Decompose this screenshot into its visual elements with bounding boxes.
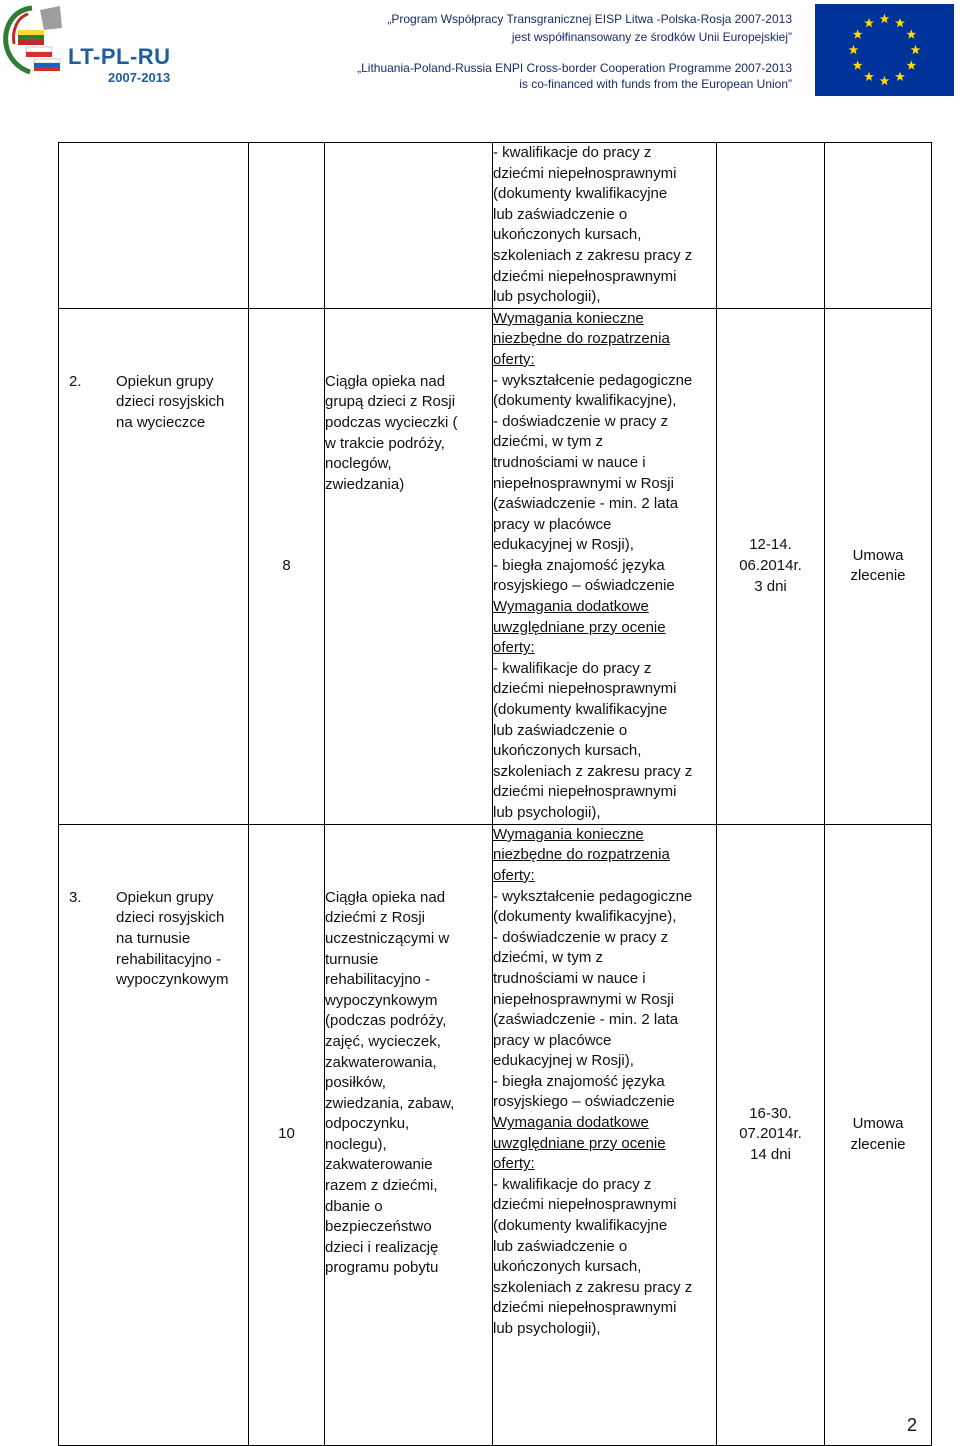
requirement-line: uwzględniane przy ocenie bbox=[493, 618, 666, 636]
requirement-line: - biegła znajomość języka bbox=[493, 1072, 665, 1090]
requirement-line: (dokumenty kwalifikacyjne bbox=[493, 701, 668, 719]
requirement-line: dziećmi niepełnosprawnymi bbox=[493, 267, 677, 285]
requirement-line: dziećmi, w tym z bbox=[493, 433, 604, 451]
date-line: 07.2014r. bbox=[739, 1125, 802, 1143]
requirements-cell bbox=[493, 308, 717, 824]
date-line: 06.2014r. bbox=[739, 556, 802, 574]
position-dates bbox=[717, 1104, 824, 1166]
eu-star-icon bbox=[880, 14, 890, 23]
description-line: Ciągła opieka nad bbox=[325, 888, 446, 906]
description-line: razem z dziećmi, bbox=[325, 1177, 438, 1195]
requirement-line: ukończonych kursach, bbox=[493, 742, 642, 760]
description-line: turnusie bbox=[325, 950, 379, 968]
requirement-line: trudnościami w nauce i bbox=[493, 453, 646, 471]
requirement-line: oferty: bbox=[493, 1155, 535, 1173]
date-line: 12-14. bbox=[749, 536, 792, 554]
description-line: dzieci i realizację bbox=[325, 1238, 439, 1256]
position-count: 8 bbox=[282, 556, 291, 574]
description-line: podczas wycieczki ( bbox=[325, 413, 458, 431]
position-cell bbox=[59, 308, 249, 824]
description-line: zakwaterowania, bbox=[325, 1053, 437, 1071]
requirement-line: - biegła znajomość języka bbox=[493, 556, 665, 574]
requirement-line: uwzględniane przy ocenie bbox=[493, 1134, 666, 1152]
position-name-line: dzieci rosyjskich bbox=[116, 393, 225, 411]
position-number: 3. bbox=[69, 888, 82, 906]
description-line: bezpieczeństwo bbox=[325, 1218, 432, 1236]
requirement-line: oferty: bbox=[493, 866, 535, 884]
requirement-line: ukończonych kursach, bbox=[493, 226, 642, 244]
description-line: dbanie o bbox=[325, 1197, 383, 1215]
empty-cell bbox=[59, 143, 249, 309]
requirement-line: niezbędne do rozpatrzenia bbox=[493, 330, 670, 348]
requirement-line: niepełnosprawnymi w Rosji bbox=[493, 990, 674, 1008]
description-line: Ciągła opieka nad bbox=[325, 372, 446, 390]
position-number: 2. bbox=[69, 372, 82, 390]
requirement-line: lub psychologii), bbox=[493, 804, 601, 821]
description-line: zwiedzania) bbox=[325, 475, 405, 493]
header-programme-line-2: jest współfinansowany ze środków Unii Europejskiej” bbox=[511, 30, 792, 44]
position-name-line: rehabilitacyjno - bbox=[116, 950, 222, 968]
contract-line: Umowa bbox=[852, 1115, 904, 1133]
requirement-line: dziećmi, w tym z bbox=[493, 949, 604, 967]
empty-cell bbox=[825, 143, 932, 309]
date-line: 14 dni bbox=[750, 1146, 791, 1164]
contract-line: Umowa bbox=[852, 546, 904, 564]
empty-cell bbox=[249, 143, 325, 309]
requirement-line: dziećmi niepełnosprawnymi bbox=[493, 1299, 677, 1317]
eu-star-icon bbox=[911, 45, 921, 54]
requirement-line: pracy w placówce bbox=[493, 1031, 612, 1049]
page-header bbox=[0, 0, 960, 100]
count-cell bbox=[249, 308, 325, 824]
position-name-line: na wycieczce bbox=[116, 413, 206, 431]
job-offers-table bbox=[58, 142, 932, 1446]
requirement-line: pracy w placówce bbox=[493, 515, 612, 533]
eu-flag bbox=[815, 4, 954, 96]
requirement-line: Wymagania dodatkowe bbox=[493, 598, 649, 616]
position-name-line: wypoczynkowym bbox=[116, 971, 229, 989]
requirement-line: oferty: bbox=[493, 639, 535, 657]
requirements-list bbox=[493, 143, 716, 308]
requirement-line: rosyjskiego – oświadczenie bbox=[493, 1093, 675, 1111]
description-line: zwiedzania, zabaw, bbox=[325, 1094, 455, 1112]
description-line: grupą dzieci z Rosji bbox=[325, 393, 456, 411]
description-line: programu pobytu bbox=[325, 1259, 439, 1277]
requirement-line: dziećmi niepełnosprawnymi bbox=[493, 783, 677, 801]
eu-star-icon bbox=[864, 72, 874, 81]
requirement-line: ukończonych kursach, bbox=[493, 1258, 642, 1276]
requirement-line: dziećmi niepełnosprawnymi bbox=[493, 164, 677, 182]
contract-cell bbox=[825, 824, 932, 1445]
requirement-line: dziećmi niepełnosprawnymi bbox=[493, 680, 677, 698]
requirement-line: - kwalifikacje do pracy z bbox=[493, 1175, 652, 1193]
contract-type bbox=[825, 546, 931, 587]
requirements-cell bbox=[493, 824, 717, 1445]
description-line: noclegów, bbox=[325, 455, 392, 473]
requirement-line: lub zaświadczenie o bbox=[493, 1237, 628, 1255]
requirement-line: trudnościami w nauce i bbox=[493, 969, 646, 987]
requirement-line: (dokumenty kwalifikacyjne bbox=[493, 1217, 668, 1235]
eu-star-icon bbox=[895, 18, 905, 27]
requirement-line: edukacyjnej w Rosji), bbox=[493, 1052, 634, 1070]
requirement-line: - doświadczenie w pracy z bbox=[493, 412, 669, 430]
eu-star-icon bbox=[853, 60, 863, 69]
description-line: zajęć, wycieczek, bbox=[325, 1032, 441, 1050]
requirements-cell bbox=[493, 143, 717, 309]
date-cell bbox=[717, 824, 825, 1445]
requirement-line: - kwalifikacje do pracy z bbox=[493, 659, 652, 677]
position-name-line: na turnusie bbox=[116, 929, 191, 947]
header-programme-line-3: „Lithuania-Poland-Russia ENPI Cross-border Cooperation Programme 2007-2013 bbox=[357, 61, 792, 75]
description-line: rehabilitacyjno - bbox=[325, 971, 431, 989]
contract-cell bbox=[825, 308, 932, 824]
date-cell bbox=[717, 308, 825, 824]
requirement-line: edukacyjnej w Rosji), bbox=[493, 536, 634, 554]
requirement-line: szkoleniach z zakresu pracy z bbox=[493, 246, 693, 264]
requirements-list bbox=[493, 825, 716, 1340]
position-name-line: Opiekun grupy bbox=[116, 372, 214, 390]
requirement-line: - wykształcenie pedagogiczne bbox=[493, 371, 693, 389]
date-line: 16-30. bbox=[749, 1104, 792, 1122]
description-line: uczestniczącymi w bbox=[325, 929, 450, 947]
description-line: w trakcie podróży, bbox=[325, 434, 445, 452]
table-row bbox=[59, 824, 932, 1445]
position-name-line: Opiekun grupy bbox=[116, 888, 214, 906]
requirement-line: - kwalifikacje do pracy z bbox=[493, 144, 652, 161]
empty-cell bbox=[325, 143, 493, 309]
description-cell bbox=[325, 824, 493, 1445]
requirement-line: Wymagania konieczne bbox=[493, 825, 644, 843]
requirement-line: oferty: bbox=[493, 350, 535, 368]
header-programme-line-1: „Program Współpracy Transgranicznej EISP Litwa -Polska-Rosja 2007-2013 bbox=[387, 12, 792, 26]
requirement-line: szkoleniach z zakresu pracy z bbox=[493, 762, 693, 780]
description-line: noclegu), bbox=[325, 1135, 387, 1153]
lt-pl-ru-logo bbox=[0, 0, 180, 92]
requirement-line: lub psychologii), bbox=[493, 288, 601, 306]
eu-star-icon bbox=[864, 18, 874, 27]
eu-stars-icon bbox=[815, 4, 954, 96]
requirement-line: szkoleniach z zakresu pracy z bbox=[493, 1278, 693, 1296]
logo-years: 2007-2013 bbox=[108, 70, 171, 85]
position-name-line: dzieci rosyjskich bbox=[116, 909, 225, 927]
position-cell bbox=[59, 824, 249, 1445]
eu-star-icon bbox=[853, 29, 863, 38]
requirement-line: niezbędne do rozpatrzenia bbox=[493, 846, 670, 864]
description-line: odpoczynku, bbox=[325, 1115, 410, 1133]
position-dates bbox=[717, 535, 824, 597]
description-line: dziećmi z Rosji bbox=[325, 909, 426, 927]
requirement-line: - wykształcenie pedagogiczne bbox=[493, 887, 693, 905]
contract-line: zlecenie bbox=[850, 567, 906, 585]
requirement-line: niepełnosprawnymi w Rosji bbox=[493, 474, 674, 492]
position-name bbox=[116, 888, 248, 991]
requirement-line: (zaświadczenie - min. 2 lata bbox=[493, 1011, 679, 1029]
eu-star-icon bbox=[849, 45, 859, 54]
requirement-line: lub zaświadczenie o bbox=[493, 205, 628, 223]
requirement-line: (dokumenty kwalifikacyjne), bbox=[493, 908, 677, 926]
requirement-line: lub psychologii), bbox=[493, 1320, 601, 1337]
position-description bbox=[325, 309, 492, 496]
requirements-list bbox=[493, 309, 716, 824]
header-programme-line-4: is co-financed with funds from the European Union” bbox=[519, 77, 792, 91]
requirement-line: dziećmi niepełnosprawnymi bbox=[493, 1196, 677, 1214]
requirement-line: Wymagania konieczne bbox=[493, 309, 644, 327]
position-description bbox=[325, 825, 492, 1279]
description-line: posiłków, bbox=[325, 1074, 386, 1092]
description-cell bbox=[325, 308, 493, 824]
eu-star-icon bbox=[895, 72, 905, 81]
logo-title: LT-PL-RU bbox=[68, 44, 171, 69]
table-row-continuation bbox=[59, 143, 932, 309]
position-name bbox=[116, 372, 248, 434]
requirement-line: (zaświadczenie - min. 2 lata bbox=[493, 495, 679, 513]
requirement-line: lub zaświadczenie o bbox=[493, 721, 628, 739]
description-line: wypoczynkowym bbox=[325, 991, 438, 1009]
empty-cell bbox=[717, 143, 825, 309]
requirement-line: (dokumenty kwalifikacyjne), bbox=[493, 392, 677, 410]
contract-line: zlecenie bbox=[850, 1135, 906, 1153]
eu-star-icon bbox=[906, 60, 916, 69]
requirement-line: - doświadczenie w pracy z bbox=[493, 928, 669, 946]
table-row bbox=[59, 308, 932, 824]
date-line: 3 dni bbox=[754, 577, 787, 595]
contract-type bbox=[825, 1114, 931, 1155]
description-line: (podczas podróży, bbox=[325, 1012, 447, 1030]
eu-star-icon bbox=[906, 29, 916, 38]
description-line: zakwaterowanie bbox=[325, 1156, 433, 1174]
eu-star-icon bbox=[880, 76, 890, 85]
requirement-line: Wymagania dodatkowe bbox=[493, 1114, 649, 1132]
page-number: 2 bbox=[907, 1415, 918, 1435]
requirement-line: (dokumenty kwalifikacyjne bbox=[493, 185, 668, 203]
requirement-line: rosyjskiego – oświadczenie bbox=[493, 577, 675, 595]
position-count: 10 bbox=[278, 1125, 295, 1143]
count-cell bbox=[249, 824, 325, 1445]
